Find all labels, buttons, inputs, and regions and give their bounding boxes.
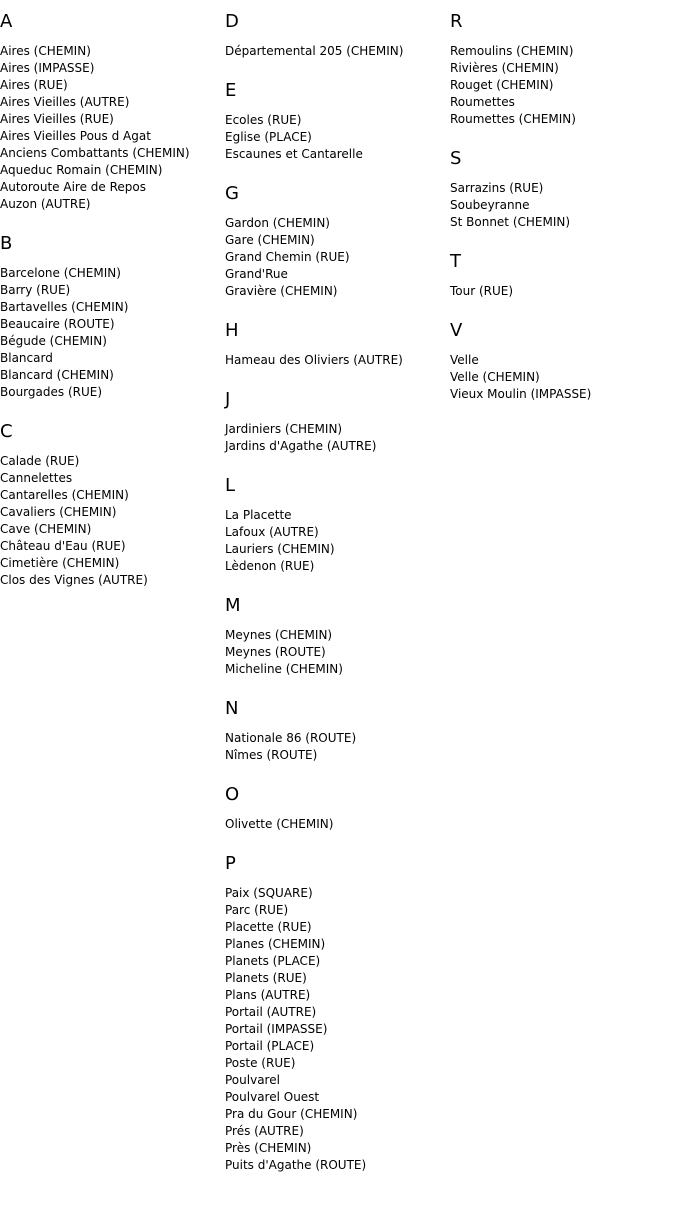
street-link[interactable]: Barcelone (CHEMIN) — [0, 266, 121, 280]
street-link[interactable]: Gravière (CHEMIN) — [225, 284, 338, 298]
street-link[interactable]: Aires Vieilles (AUTRE) — [0, 95, 130, 109]
street-link[interactable]: Velle (CHEMIN) — [450, 370, 540, 384]
letter-heading: G — [225, 183, 239, 204]
street-link[interactable]: Olivette (CHEMIN) — [225, 817, 334, 831]
letter-heading: D — [225, 11, 239, 32]
street-link[interactable]: Grand'Rue — [225, 267, 288, 281]
street-link[interactable]: Rouget (CHEMIN) — [450, 78, 554, 92]
street-link[interactable]: Parc (RUE) — [225, 903, 289, 917]
street-list — [0, 43, 220, 213]
street-list — [225, 215, 445, 300]
street-link[interactable]: Cave (CHEMIN) — [0, 522, 92, 536]
street-link[interactable]: Eglise (PLACE) — [225, 130, 312, 144]
street-list — [225, 885, 445, 1174]
street-link[interactable]: Meynes (ROUTE) — [225, 645, 326, 659]
street-link[interactable]: Aires (IMPASSE) — [0, 61, 95, 75]
street-link[interactable]: Velle — [450, 353, 479, 367]
letter-group-v — [450, 318, 670, 403]
street-link[interactable]: St Bonnet (CHEMIN) — [450, 215, 571, 229]
letter-heading: O — [225, 784, 240, 805]
street-link[interactable]: Poulvarel — [225, 1073, 280, 1087]
street-link[interactable]: Départemental 205 (CHEMIN) — [225, 44, 404, 58]
street-list — [450, 180, 670, 231]
street-link[interactable]: Roumettes (CHEMIN) — [450, 112, 576, 126]
street-link[interactable]: Pra du Gour (CHEMIN) — [225, 1107, 358, 1121]
letter-group-p — [225, 851, 445, 1174]
street-link[interactable]: Escaunes et Cantarelle — [225, 147, 363, 161]
street-index-column-2 — [225, 9, 445, 1192]
letter-heading: T — [450, 251, 461, 272]
street-link[interactable]: Sarrazins (RUE) — [450, 181, 544, 195]
street-link[interactable]: Lèdenon (RUE) — [225, 559, 315, 573]
street-link[interactable]: Tour (RUE) — [450, 284, 514, 298]
street-link[interactable]: Cimetière (CHEMIN) — [0, 556, 120, 570]
letter-heading: E — [225, 80, 237, 101]
street-list — [225, 730, 445, 764]
street-link[interactable]: Aqueduc Romain (CHEMIN) — [0, 163, 163, 177]
street-list — [225, 112, 445, 163]
letter-group-m — [225, 593, 445, 678]
street-link[interactable]: Nîmes (ROUTE) — [225, 748, 318, 762]
street-index-column-1 — [0, 9, 220, 607]
letter-heading: C — [0, 421, 13, 442]
letter-heading: V — [450, 320, 463, 341]
street-link[interactable]: Barry (RUE) — [0, 283, 71, 297]
letter-group-j — [225, 387, 445, 455]
letter-heading: L — [225, 475, 236, 496]
street-link[interactable]: Aires (CHEMIN) — [0, 44, 91, 58]
street-link[interactable]: Auzon (AUTRE) — [0, 197, 91, 211]
street-link[interactable]: Grand Chemin (RUE) — [225, 250, 350, 264]
letter-heading: M — [225, 595, 241, 616]
letter-group-t — [450, 249, 670, 300]
letter-group-d — [225, 9, 445, 60]
street-link[interactable]: Puits d'Agathe (ROUTE) — [225, 1158, 367, 1172]
street-list — [225, 352, 445, 369]
letter-heading: A — [0, 11, 13, 32]
letter-heading: H — [225, 320, 239, 341]
street-list — [225, 43, 445, 60]
street-list — [450, 283, 670, 300]
letter-group-h — [225, 318, 445, 369]
street-link[interactable]: Bégude (CHEMIN) — [0, 334, 107, 348]
street-link[interactable]: Gardon (CHEMIN) — [225, 216, 330, 230]
street-index-column-3 — [450, 9, 670, 421]
letter-group-e — [225, 78, 445, 163]
letter-group-g — [225, 181, 445, 300]
street-link[interactable]: Micheline (CHEMIN) — [225, 662, 343, 676]
letter-group-a — [0, 9, 220, 213]
street-link[interactable]: Cannelettes — [0, 471, 73, 485]
street-list — [0, 453, 220, 589]
street-link[interactable]: Poulvarel Ouest — [225, 1090, 320, 1104]
street-link[interactable]: Roumettes — [450, 95, 515, 109]
street-link[interactable]: Clos des Vignes (AUTRE) — [0, 573, 148, 587]
street-link[interactable]: Nationale 86 (ROUTE) — [225, 731, 357, 745]
letter-heading: P — [225, 853, 236, 874]
street-link[interactable]: Cantarelles (CHEMIN) — [0, 488, 129, 502]
street-link[interactable]: Placette (RUE) — [225, 920, 312, 934]
letter-group-o — [225, 782, 445, 833]
street-list — [225, 507, 445, 575]
street-link[interactable]: La Placette — [225, 508, 292, 522]
street-link[interactable]: Portail (IMPASSE) — [225, 1022, 328, 1036]
street-link[interactable]: Hameau des Oliviers (AUTRE) — [225, 353, 403, 367]
street-link[interactable]: Bartavelles (CHEMIN) — [0, 300, 129, 314]
street-link[interactable]: Rivières (CHEMIN) — [450, 61, 559, 75]
street-list — [225, 421, 445, 455]
street-link[interactable]: Près (CHEMIN) — [225, 1141, 312, 1155]
street-link[interactable]: Aires Vieilles (RUE) — [0, 112, 114, 126]
street-link[interactable]: Meynes (CHEMIN) — [225, 628, 333, 642]
street-link[interactable]: Jardiniers (CHEMIN) — [225, 422, 343, 436]
street-link[interactable]: Aires (RUE) — [0, 78, 68, 92]
letter-group-n — [225, 696, 445, 764]
street-link[interactable]: Paix (SQUARE) — [225, 886, 313, 900]
street-list — [225, 816, 445, 833]
street-link[interactable]: Plans (AUTRE) — [225, 988, 311, 1002]
street-list — [0, 265, 220, 401]
street-link[interactable]: Ecoles (RUE) — [225, 113, 302, 127]
street-link[interactable]: Lauriers (CHEMIN) — [225, 542, 335, 556]
street-link[interactable]: Gare (CHEMIN) — [225, 233, 315, 247]
letter-heading: S — [450, 148, 462, 169]
street-link[interactable]: Planets (RUE) — [225, 971, 307, 985]
letter-heading: R — [450, 11, 463, 32]
street-link[interactable]: Aires Vieilles Pous d Agat — [0, 129, 151, 143]
street-link[interactable]: Cavaliers (CHEMIN) — [0, 505, 117, 519]
letter-group-b — [0, 231, 220, 401]
street-link[interactable]: Planets (PLACE) — [225, 954, 321, 968]
letter-heading: N — [225, 698, 239, 719]
street-link[interactable]: Calade (RUE) — [0, 454, 80, 468]
street-link[interactable]: Soubeyranne — [450, 198, 530, 212]
street-link[interactable]: Poste (RUE) — [225, 1056, 296, 1070]
street-link[interactable]: Bourgades (RUE) — [0, 385, 103, 399]
street-link[interactable]: Jardins d'Agathe (AUTRE) — [225, 439, 377, 453]
street-link[interactable]: Planes (CHEMIN) — [225, 937, 326, 951]
street-link[interactable]: Lafoux (AUTRE) — [225, 525, 319, 539]
street-link[interactable]: Autoroute Aire de Repos — [0, 180, 146, 194]
letter-group-s — [450, 146, 670, 231]
street-list — [450, 43, 670, 128]
letter-group-c — [0, 419, 220, 589]
letter-heading: B — [0, 233, 13, 254]
street-link[interactable]: Château d'Eau (RUE) — [0, 539, 126, 553]
letter-group-l — [225, 473, 445, 575]
street-link[interactable]: Beaucaire (ROUTE) — [0, 317, 115, 331]
street-link[interactable]: Portail (AUTRE) — [225, 1005, 317, 1019]
street-link[interactable]: Portail (PLACE) — [225, 1039, 315, 1053]
street-link[interactable]: Blancard (CHEMIN) — [0, 368, 114, 382]
street-link[interactable]: Anciens Combattants (CHEMIN) — [0, 146, 190, 160]
street-link[interactable]: Blancard — [0, 351, 53, 365]
letter-heading: J — [225, 389, 231, 410]
street-list — [225, 627, 445, 678]
street-list — [450, 352, 670, 403]
street-link[interactable]: Prés (AUTRE) — [225, 1124, 304, 1138]
street-link[interactable]: Vieux Moulin (IMPASSE) — [450, 387, 592, 401]
letter-group-r — [450, 9, 670, 128]
street-link[interactable]: Remoulins (CHEMIN) — [450, 44, 574, 58]
